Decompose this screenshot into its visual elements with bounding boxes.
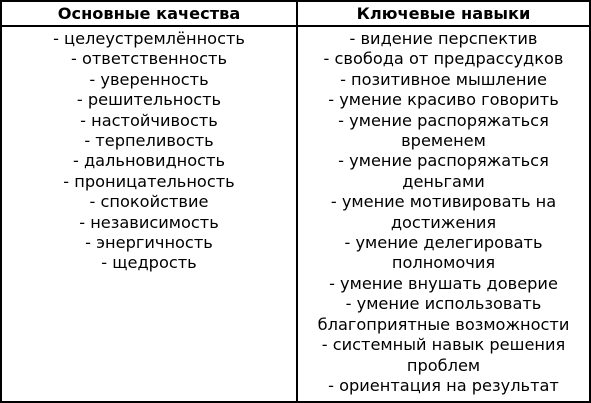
header-skills: Ключевые навыки bbox=[298, 2, 589, 27]
skill-item: - видение перспектив bbox=[349, 29, 538, 48]
skill-item: - свобода от предрассудков bbox=[323, 49, 564, 69]
skill-item: - умение использовать благоприятные возможности bbox=[317, 294, 570, 334]
skills-column bbox=[298, 27, 589, 401]
skill-item: - ориентация на результат bbox=[328, 375, 559, 395]
skill-item: - умение делегировать полномочия bbox=[344, 233, 543, 273]
quality-item: - щедрость bbox=[101, 253, 197, 273]
header-qualities: Основные качества bbox=[2, 2, 298, 27]
skill-item: - умение мотивировать на достижения bbox=[330, 192, 557, 232]
quality-item: - решительность bbox=[76, 90, 222, 110]
skill-item: - умение распоряжаться временем bbox=[338, 110, 549, 151]
quality-item: - проницательность bbox=[63, 171, 235, 191]
qualities-column bbox=[2, 27, 298, 401]
skill-item: - умение распоряжаться деньгами bbox=[338, 151, 549, 191]
quality-item: - уверенность bbox=[89, 69, 209, 89]
skill-item: - системный навык решения проблем bbox=[321, 335, 566, 375]
quality-item: - целеустремлённость bbox=[53, 29, 245, 48]
quality-item: - настойчивость bbox=[80, 110, 218, 130]
skill-item: - умение внушать доверие bbox=[329, 273, 558, 293]
quality-item: - ответственность bbox=[70, 49, 228, 69]
quality-item: - энергичность bbox=[85, 233, 213, 253]
quality-item: - спокойствие bbox=[89, 192, 209, 212]
skill-item: - умение красиво говорить bbox=[328, 90, 559, 110]
skill-item: - позитивное мышление bbox=[340, 69, 547, 89]
quality-item: - терпеливость bbox=[84, 131, 214, 151]
quality-item: - независимость bbox=[79, 212, 219, 232]
quality-item: - дальновидность bbox=[72, 151, 226, 171]
